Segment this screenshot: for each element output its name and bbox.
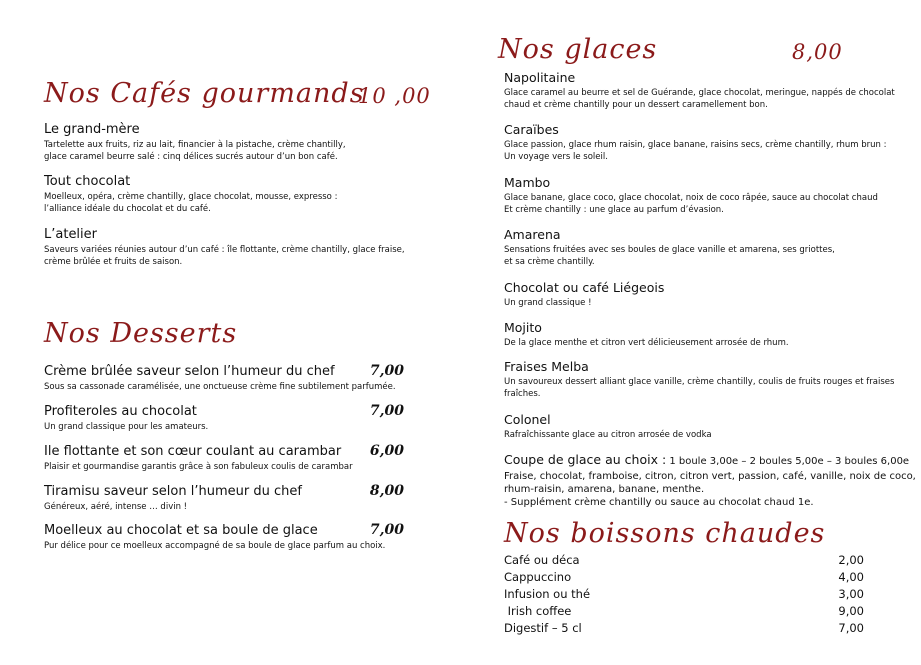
item-description: Pur délice pour ce moelleux accompagné de sa boule de glace parfum au choix.: [44, 541, 386, 551]
menu-item: [44, 227, 424, 268]
drink-name: Irish coffee: [504, 604, 572, 618]
drink-price: 4,00: [838, 570, 864, 584]
menu-item: [504, 70, 904, 111]
drink-row: [504, 586, 864, 603]
item-price: 7,00: [369, 363, 404, 379]
item-name: Amarena: [504, 227, 561, 242]
item-description: Un grand classique !: [504, 298, 592, 308]
cafes-price: 10 ,00: [358, 84, 431, 108]
glaces-title: Nos glaces: [498, 34, 658, 65]
item-description: Glace banane, glace coco, glace chocolat, noix de coco râpée, sauce au chocolat chaud Et crème chantilly : une glace au parfum d’évasion.: [504, 193, 878, 215]
menu-item: [44, 404, 404, 433]
drinks-list: [504, 552, 864, 637]
coupe-item: [504, 452, 914, 509]
item-description: Glace passion, glace rhum raisin, glace banane, raisins secs, crème chantilly, rhum brun : Un voyage vers le soleil.: [504, 140, 887, 162]
menu-item: [504, 227, 904, 268]
item-name: Ile flottante et son cœur coulant au carambar: [44, 444, 342, 459]
menu-item: [504, 175, 904, 216]
item-name: Chocolat ou café Liégeois: [504, 280, 665, 295]
drink-name: Infusion ou thé: [504, 587, 591, 601]
item-name: Colonel: [504, 412, 551, 427]
item-description: Un grand classique pour les amateurs.: [44, 422, 209, 432]
glaces-price: 8,00: [792, 40, 843, 64]
item-name: Crème brûlée saveur selon l’humeur du chef: [44, 364, 335, 379]
menu-item: [44, 523, 404, 552]
coupe-prices: 1 boule 3,00e – 2 boules 5,00e – 3 boules 6,00e: [666, 456, 910, 467]
drink-price: 2,00: [838, 553, 864, 567]
cafes-title: Nos Cafés gourmands: [44, 78, 365, 109]
item-name: Caraïbes: [504, 122, 559, 137]
left-page: [0, 0, 460, 665]
item-name: Fraises Melba: [504, 359, 589, 374]
drink-name: Café ou déca: [504, 553, 580, 567]
item-description: De la glace menthe et citron vert délicieusement arrosée de rhum.: [504, 338, 789, 348]
item-description: Tartelette aux fruits, riz au lait, financier à la pistache, crème chantilly, glace caramel beurre salé : cinq délices sucrés autour d’un bon café.: [44, 140, 346, 162]
item-description: Un savoureux dessert alliant glace vanille, crème chantilly, coulis de fruits rouges et fraises fraîches.: [504, 377, 895, 399]
drink-row: [504, 569, 864, 586]
item-description: Sous sa cassonade caramélisée, une onctueuse crème fine subtilement parfumée.: [44, 382, 396, 392]
menu-item: [504, 122, 904, 163]
item-name: Mambo: [504, 175, 551, 190]
desserts-title: Nos Desserts: [44, 318, 238, 349]
item-name: Moelleux au chocolat et sa boule de glace: [44, 523, 318, 538]
item-description: Sensations fruitées avec ses boules de glace vanille et amarena, ses griottes, et sa crème chantilly.: [504, 245, 835, 267]
item-name: Napolitaine: [504, 70, 576, 85]
item-price: 7,00: [369, 403, 404, 419]
item-price: 7,00: [369, 522, 404, 538]
coupe-title: Coupe de glace au choix : 1 boule 3,00e – 2 boules 5,00e – 3 boules 6,00e: [504, 452, 910, 467]
menu-item: [44, 444, 404, 473]
drink-name: Cappuccino: [504, 570, 572, 584]
item-price: 8,00: [369, 483, 404, 499]
item-description: Rafraîchissante glace au citron arrosée de vodka: [504, 430, 712, 440]
right-page: [460, 0, 921, 665]
coupe-description: Fraise, chocolat, framboise, citron, citron vert, passion, café, vanille, noix de coco, rhum-raisin, amarena, banane, menthe. - Supplément crème chantilly ou sauce au chocolat chaud 1e.: [504, 471, 916, 508]
drink-name: Digestif – 5 cl: [504, 621, 582, 635]
menu-item: [44, 484, 404, 513]
item-description: Saveurs variées réunies autour d’un café : île flottante, crème chantilly, glace fraise, crème brûlée et fruits de saison.: [44, 245, 405, 267]
drink-price: 7,00: [838, 621, 864, 635]
item-description: Plaisir et gourmandise garantis grâce à son fabuleux coulis de carambar: [44, 462, 353, 472]
menu-item: [44, 122, 424, 163]
drink-row: [504, 620, 864, 637]
menu-item: [504, 280, 904, 309]
drink-price: 9,00: [838, 604, 864, 618]
item-name: Tout chocolat: [44, 174, 131, 189]
menu-item: [44, 174, 424, 215]
item-name: Tiramisu saveur selon l’humeur du chef: [44, 484, 302, 499]
item-price: 6,00: [369, 443, 404, 459]
drink-row: [504, 552, 864, 569]
item-name: L’atelier: [44, 227, 98, 242]
menu-item: [44, 364, 404, 393]
menu-item: [504, 359, 904, 400]
item-description: Glace caramel au beurre et sel de Guérande, glace chocolat, meringue, nappés de chocolat chaud et crème chantilly pour un dessert caramellement bon.: [504, 88, 895, 110]
drink-row: [504, 603, 864, 620]
item-description: Généreux, aéré, intense … divin !: [44, 502, 188, 512]
item-name: Profiteroles au chocolat: [44, 404, 197, 419]
item-name: Le grand-mère: [44, 122, 140, 137]
menu-item: [504, 320, 904, 349]
menu-item: [504, 412, 904, 441]
boissons-title: Nos boissons chaudes: [504, 518, 826, 549]
item-description: Moelleux, opéra, crème chantilly, glace chocolat, mousse, expresso : l’alliance idéale du chocolat et du café.: [44, 192, 338, 214]
item-name: Mojito: [504, 320, 542, 335]
drink-price: 3,00: [838, 587, 864, 601]
